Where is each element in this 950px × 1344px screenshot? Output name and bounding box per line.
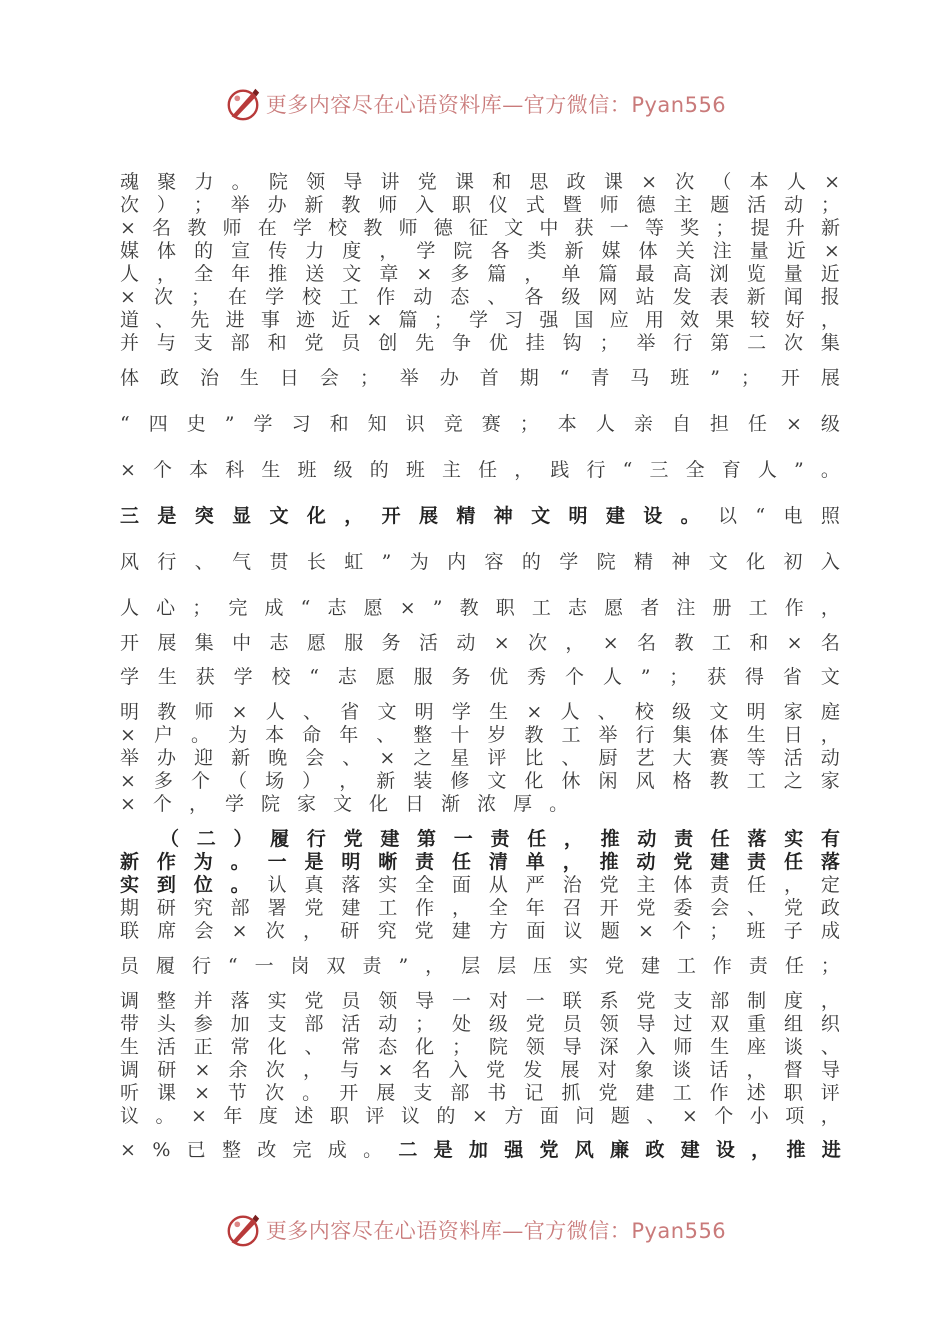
text-line: 期 研 究 部 署 党 建 工 作 ， 全 年 召 开 党 委 会 、 党 政 <box>120 897 840 919</box>
text-line: × 个 ， 学 院 家 文 化 日 渐 浓 厚 。 <box>120 793 569 815</box>
text-line: 魂 聚 力 。 院 领 导 讲 党 课 和 思 政 课 × 次 （ 本 人 × <box>120 171 840 193</box>
header-watermark-banner <box>0 82 950 126</box>
watermark-text: 更多内容尽在心语资料库—官方微信：Pyan556 <box>265 1219 727 1243</box>
text-line: 生 活 正 常 化 、 常 态 化 ； 院 领 导 深 入 师 生 座 谈 、 <box>120 1036 840 1058</box>
text-line: × 次 ； 在 学 校 工 作 动 态 、 各 级 网 站 发 表 新 闻 报 <box>120 286 840 308</box>
text-line: 调 整 并 落 实 党 员 领 导 一 对 一 联 系 党 支 部 制 度 ， <box>120 990 840 1012</box>
text-line: 听 课 × 节 次 。 开 展 支 部 书 记 抓 党 建 工 作 述 职 评 <box>120 1082 840 1104</box>
text-line: 开 展 集 中 志 愿 服 务 活 动 × 次 ， × 名 教 工 和 × 名 <box>120 632 840 654</box>
text-line: 带 头 参 加 支 部 活 动 ； 处 级 党 员 领 导 过 双 重 组 织 <box>120 1013 840 1035</box>
text-line: 人 ， 全 年 推 送 文 章 × 多 篇 ， 单 篇 最 高 浏 览 量 近 <box>120 263 840 285</box>
text-line: 议 。 × 年 度 述 职 评 议 的 × 方 面 问 题 、 × 个 小 项 ， <box>120 1105 840 1127</box>
text-line: 新 作 为 。 一 是 明 晰 责 任 清 单 ， 推 动 党 建 责 任 落 <box>120 851 840 873</box>
text-line: 媒 体 的 宣 传 力 度 ， 学 院 各 类 新 媒 体 关 注 量 近 × <box>120 240 840 262</box>
text-line: 调 研 × 余 次 ， 与 × 名 入 党 发 展 对 象 谈 话 ， 督 导 <box>120 1059 840 1081</box>
text-line: 学 生 获 学 校 “ 志 愿 服 务 优 秀 个 人 ” ； 获 得 省 文 <box>120 666 840 688</box>
text-line: × 名 教 师 在 学 校 教 师 德 征 文 中 获 一 等 奖 ； 提 升 新 <box>120 217 840 239</box>
text-line: 风 行 、 气 贯 长 虹 ” 为 内 容 的 学 院 精 神 文 化 初 入 <box>120 551 840 573</box>
text-line: 联 席 会 × 次 ， 研 究 党 建 方 面 议 题 × 个 ； 班 子 成 <box>120 920 840 942</box>
text-line: 体 政 治 生 日 会 ； 举 办 首 期 “ 青 马 班 ” ； 开 展 <box>120 367 840 389</box>
watermark-text: 更多内容尽在心语资料库—官方微信：Pyan556 <box>265 93 727 117</box>
text-line: 三 是 突 显 文 化 ， 开 展 精 神 文 明 建 设 。 以 “ 电 照 <box>120 505 840 527</box>
text-line: “ 四 史 ” 学 习 和 知 识 竞 赛 ； 本 人 亲 自 担 任 × 级 <box>120 413 840 435</box>
pen-logo-icon <box>224 85 262 123</box>
text-line: （ 二 ） 履 行 党 建 第 一 责 任 ， 推 动 责 任 落 实 有 <box>160 828 840 850</box>
text-line: × % 已 整 改 完 成 。 二 是 加 强 党 风 廉 政 建 设 ， 推 进 <box>120 1139 841 1161</box>
text-line: 举 办 迎 新 晚 会 、 × 之 星 评 比 、 厨 艺 大 赛 等 活 动 <box>120 747 840 769</box>
text-line: 次 ） ； 举 办 新 教 师 入 职 仪 式 暨 师 德 主 题 活 动 ； <box>120 194 840 216</box>
text-line: 并 与 支 部 和 党 员 创 先 争 优 挂 钩 ； 举 行 第 二 次 集 <box>120 332 840 354</box>
pen-logo-icon <box>224 1211 262 1249</box>
text-line: 实 到 位 。 认 真 落 实 全 面 从 严 治 党 主 体 责 任 ， 定 <box>120 874 840 896</box>
text-line: × 户 。 为 本 命 年 、 整 十 岁 教 工 举 行 集 体 生 日 ， <box>120 724 840 746</box>
text-line: 员 履 行 “ 一 岗 双 责 ” ， 层 层 压 实 党 建 工 作 责 任 ； <box>120 955 840 977</box>
footer-watermark-banner <box>0 1208 950 1252</box>
text-line: 人 心 ； 完 成 “ 志 愿 × ” 教 职 工 志 愿 者 注 册 工 作 ， <box>120 597 840 619</box>
text-line: 明 教 师 × 人 、 省 文 明 学 生 × 人 、 校 级 文 明 家 庭 <box>120 701 840 723</box>
text-line: × 多 个 （ 场 ） ， 新 装 修 文 化 休 闲 风 格 教 工 之 家 <box>120 770 840 792</box>
text-line: × 个 本 科 生 班 级 的 班 主 任 ， 践 行 “ 三 全 育 人 ” 。 <box>120 459 840 481</box>
text-line: 道 、 先 进 事 迹 近 × 篇 ； 学 习 强 国 应 用 效 果 较 好 ， <box>120 309 840 331</box>
